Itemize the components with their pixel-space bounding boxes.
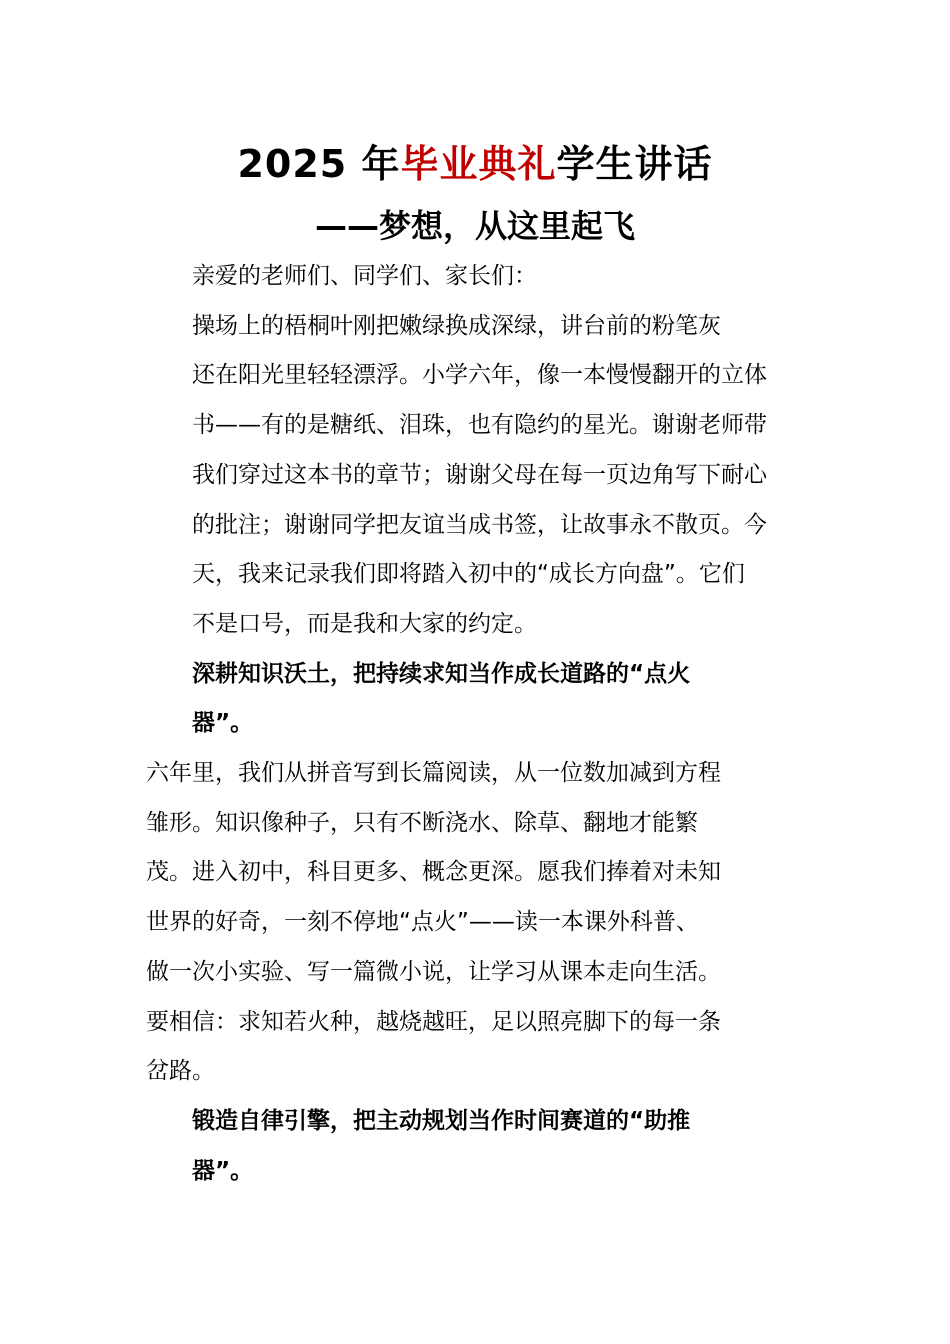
text-line: 还在阳光里轻轻漂浮。小学六年，像一本慢慢翻开的立体 <box>192 362 767 389</box>
heading-line: 器”。 <box>192 710 254 737</box>
speech-body <box>146 252 796 1196</box>
text-line: 做一次小实验、写一篇微小说，让学习从课本走向生活。 <box>146 958 721 985</box>
text-line: 天，我来记录我们即将踏入初中的“成长方向盘”。它们 <box>192 561 745 588</box>
heading-line: 器”。 <box>192 1157 254 1184</box>
text-line: 不是口号，而是我和大家的约定。 <box>192 610 537 637</box>
paragraph-intro <box>146 302 796 650</box>
section-heading-discipline <box>146 1097 796 1196</box>
text-line: 的批注；谢谢同学把友谊当成书签，让故事永不散页。今 <box>192 511 767 538</box>
text-line: 我们穿过这本书的章节；谢谢父母在每一页边角写下耐心 <box>192 461 767 488</box>
title-suffix: 学生讲话 <box>556 142 713 186</box>
text-line: 茂。进入初中，科目更多、概念更深。愿我们捧着对未知 <box>146 859 721 886</box>
text-line: 要相信：求知若火种，越烧越旺，足以照亮脚下的每一条 <box>146 1008 721 1035</box>
salutation: 亲爱的老师们、同学们、家长们： <box>192 263 537 289</box>
title-highlight: 毕业典礼 <box>400 142 557 186</box>
text-line: 操场上的梧桐叶刚把嫩绿换成深绿，讲台前的粉笔灰 <box>192 312 721 339</box>
text-line: 岔路。 <box>146 1058 215 1085</box>
text-line: 世界的好奇，一刻不停地“点火”——读一本课外科普、 <box>146 909 699 936</box>
text-line: 六年里，我们从拼音写到长篇阅读，从一位数加减到方程 <box>146 760 721 787</box>
text-line: 雏形。知识像种子，只有不断浇水、除草、翻地才能繁 <box>146 809 698 836</box>
title-prefix: 2025 年 <box>237 142 401 186</box>
heading-line: 锻造自律引擎，把主动规划当作时间赛道的“助推 <box>192 1107 691 1134</box>
page-title <box>0 140 950 188</box>
section-heading-knowledge <box>146 650 796 749</box>
heading-line: 深耕知识沃土，把持续求知当作成长道路的“点火 <box>192 660 691 687</box>
text-line: 书——有的是糖纸、泪珠，也有隐约的星光。谢谢老师带 <box>192 412 767 439</box>
paragraph-knowledge <box>146 749 796 1097</box>
page-subtitle: ——梦想，从这里起飞 <box>314 207 635 245</box>
